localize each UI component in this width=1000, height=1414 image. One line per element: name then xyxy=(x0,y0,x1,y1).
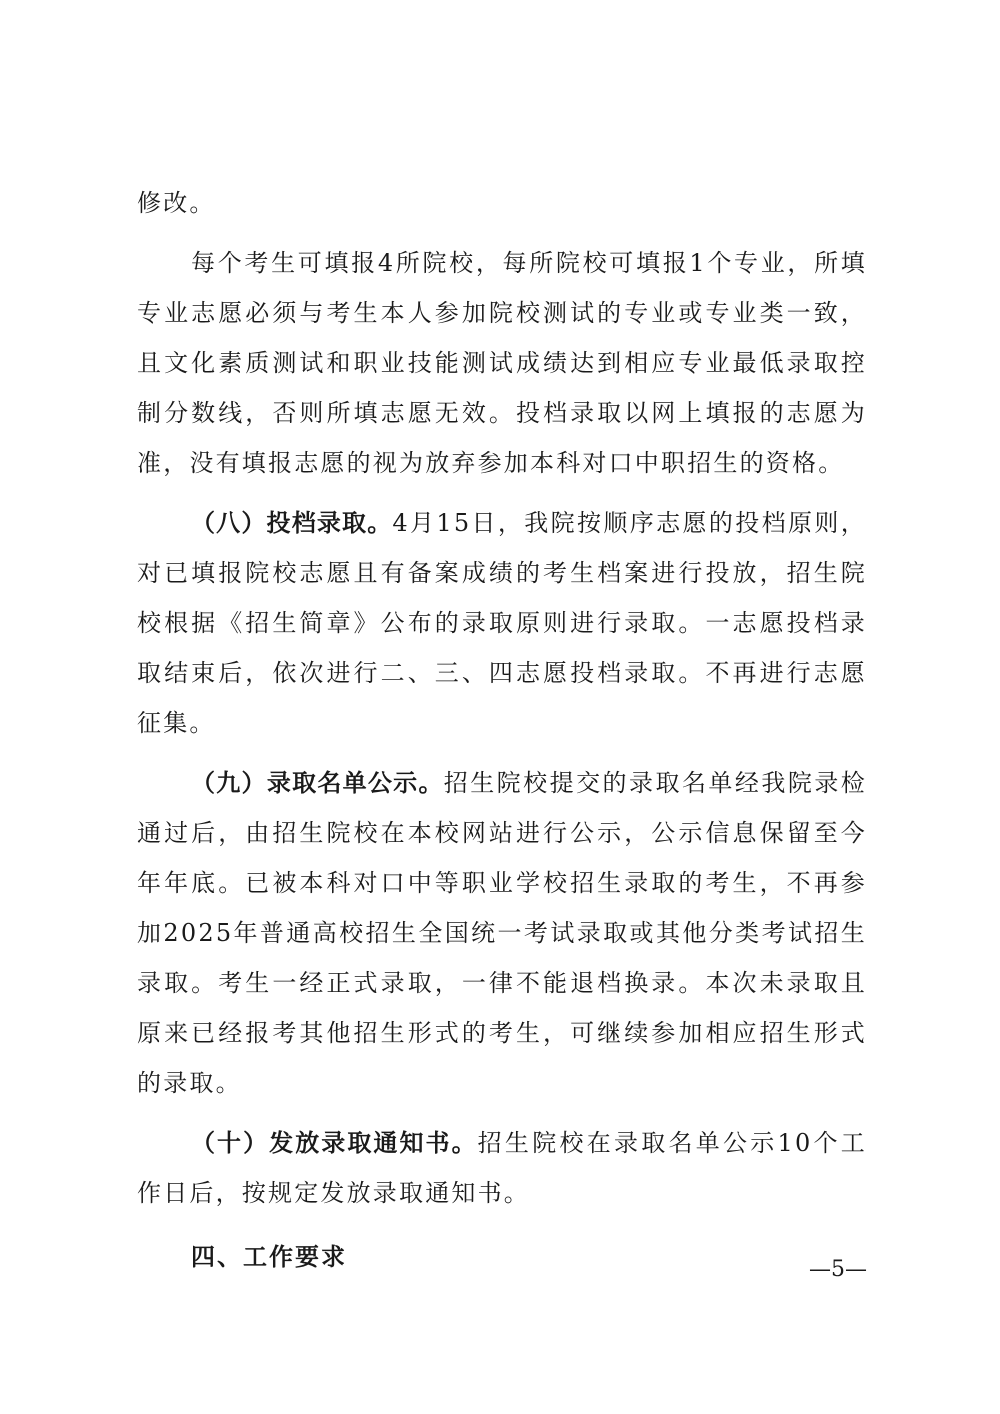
item-heading-publicity: （九）录取名单公示。 xyxy=(191,769,444,797)
paragraph-notice xyxy=(137,1118,867,1218)
page-number: —5— xyxy=(809,1257,867,1282)
paragraph-continuation: 修改。 xyxy=(137,189,216,217)
item-body-publicity: 招生院校提交的录取名单经我院录检通过后，由招生院校在本校网站进行公示，公示信息保留至今年年底。已被本科对口中等职业学校招生录取的考生，不再参加2025年普通高校招生全国统一考试录取或其他分类考试招生录取。考生一经正式录取，一律不能退档换录。本次未录取且原来已经报考其他招生形式的考生，可继续参加相应招生形式的录取。 xyxy=(137,769,867,1097)
item-body-admission: 4月15日，我院按顺序志愿的投档原则，对已填报院校志愿且有备案成绩的考生档案进行投放，招生院校根据《招生简章》公布的录取原则进行录取。一志愿投档录取结束后，依次进行二、三、四志愿投档录取。不再进行志愿征集。 xyxy=(137,509,867,737)
document-body xyxy=(137,178,867,1282)
paragraph-admission xyxy=(137,498,867,748)
paragraph-publicity xyxy=(137,758,867,1108)
item-heading-notice: （十）发放录取通知书。 xyxy=(191,1129,478,1157)
paragraph-application-rules: 每个考生可填报4所院校，每所院校可填报1个专业，所填专业志愿必须与考生本人参加院校测试的专业或专业类一致，且文化素质测试和职业技能测试成绩达到相应专业最低录取控制分数线，否则所填志愿无效。投档录取以网上填报的志愿为准，没有填报志愿的视为放弃参加本科对口中职招生的资格。 xyxy=(137,249,867,477)
item-heading-admission: （八）投档录取。 xyxy=(191,509,393,537)
section-heading-work-requirements: 四、工作要求 xyxy=(191,1243,347,1271)
item-body-notice: 招生院校在录取名单公示10个工作日后，按规定发放录取通知书。 xyxy=(137,1129,867,1207)
